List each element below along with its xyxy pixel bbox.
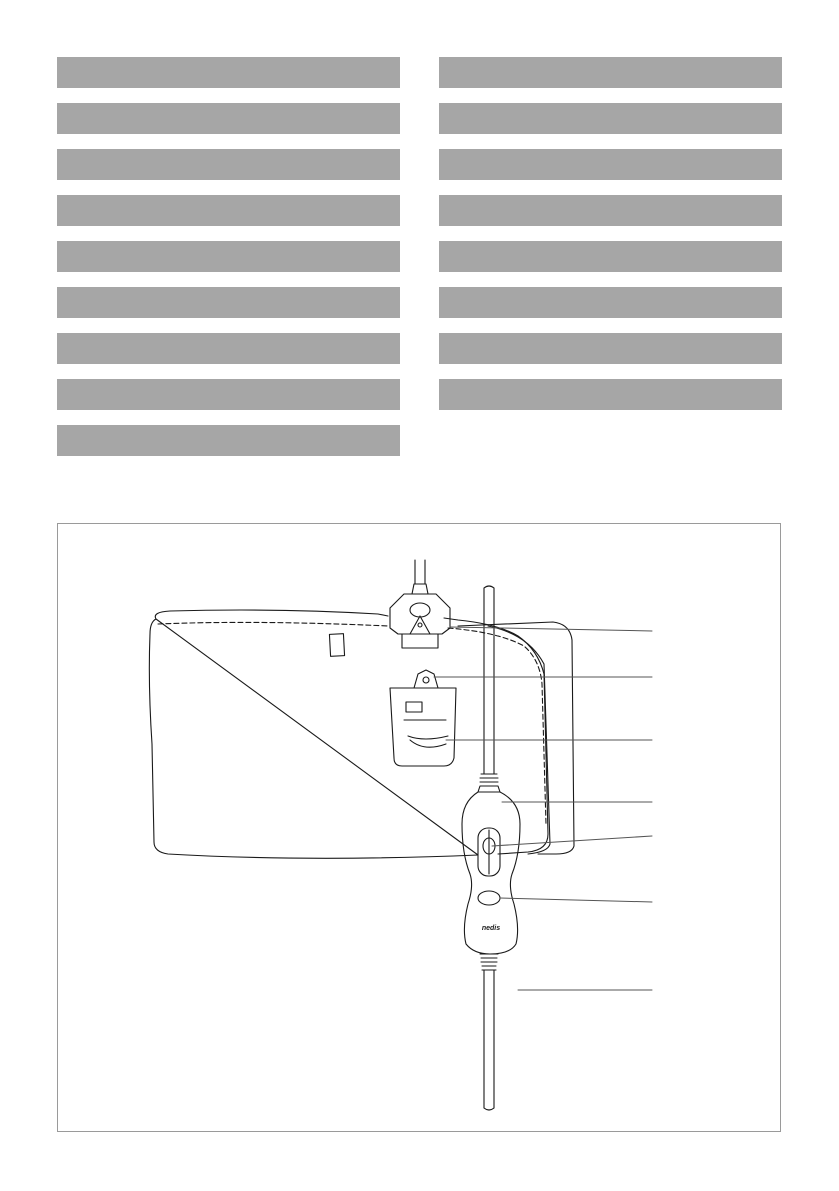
controller-bottom-rings	[480, 954, 498, 970]
controller-top-rings	[478, 774, 500, 792]
language-bar-right-3	[439, 149, 782, 180]
connector-plug-pins	[402, 634, 438, 648]
language-bar-right-2	[439, 103, 782, 134]
blanket-stitching	[158, 622, 546, 824]
language-bar-right-4	[439, 195, 782, 226]
controller-cable-bottom	[484, 970, 494, 1108]
callout-line-5	[492, 836, 652, 846]
language-bar-right-7	[439, 333, 782, 364]
controller-brand-mark: nedis	[481, 925, 501, 932]
connector-cable	[415, 560, 425, 584]
language-bar-left-2	[57, 103, 400, 134]
language-bar-right-5	[439, 241, 782, 272]
blanket-back-layer	[458, 622, 574, 854]
blanket-socket-body	[390, 688, 456, 766]
product-figure-frame	[57, 523, 781, 1132]
connector-plug-hole	[410, 603, 430, 617]
blanket-label-tag	[329, 634, 344, 657]
language-bar-right-6	[439, 287, 782, 318]
connector-plug-body	[390, 594, 450, 634]
blanket-socket-tab	[414, 670, 438, 688]
heated-blanket-illustration	[58, 524, 780, 1131]
callout-lines	[434, 627, 652, 990]
language-bar-left-7	[57, 333, 400, 364]
controller-power-button	[478, 891, 500, 905]
connector-plug-tab	[410, 616, 430, 634]
language-bar-left-4	[57, 195, 400, 226]
language-bar-right-1	[439, 57, 782, 88]
controller-cable-top	[484, 588, 494, 774]
callout-line-1	[450, 627, 652, 631]
language-bar-left-6	[57, 287, 400, 318]
blanket-outline	[149, 610, 548, 858]
language-bar-left-8	[57, 379, 400, 410]
connector-strain-relief	[412, 584, 428, 594]
language-bar-left-5	[57, 241, 400, 272]
callout-line-6	[500, 898, 652, 902]
language-bar-right-8	[439, 379, 782, 410]
language-bar-left-1	[57, 57, 400, 88]
language-bar-left-9	[57, 425, 400, 456]
language-bar-left-3	[57, 149, 400, 180]
